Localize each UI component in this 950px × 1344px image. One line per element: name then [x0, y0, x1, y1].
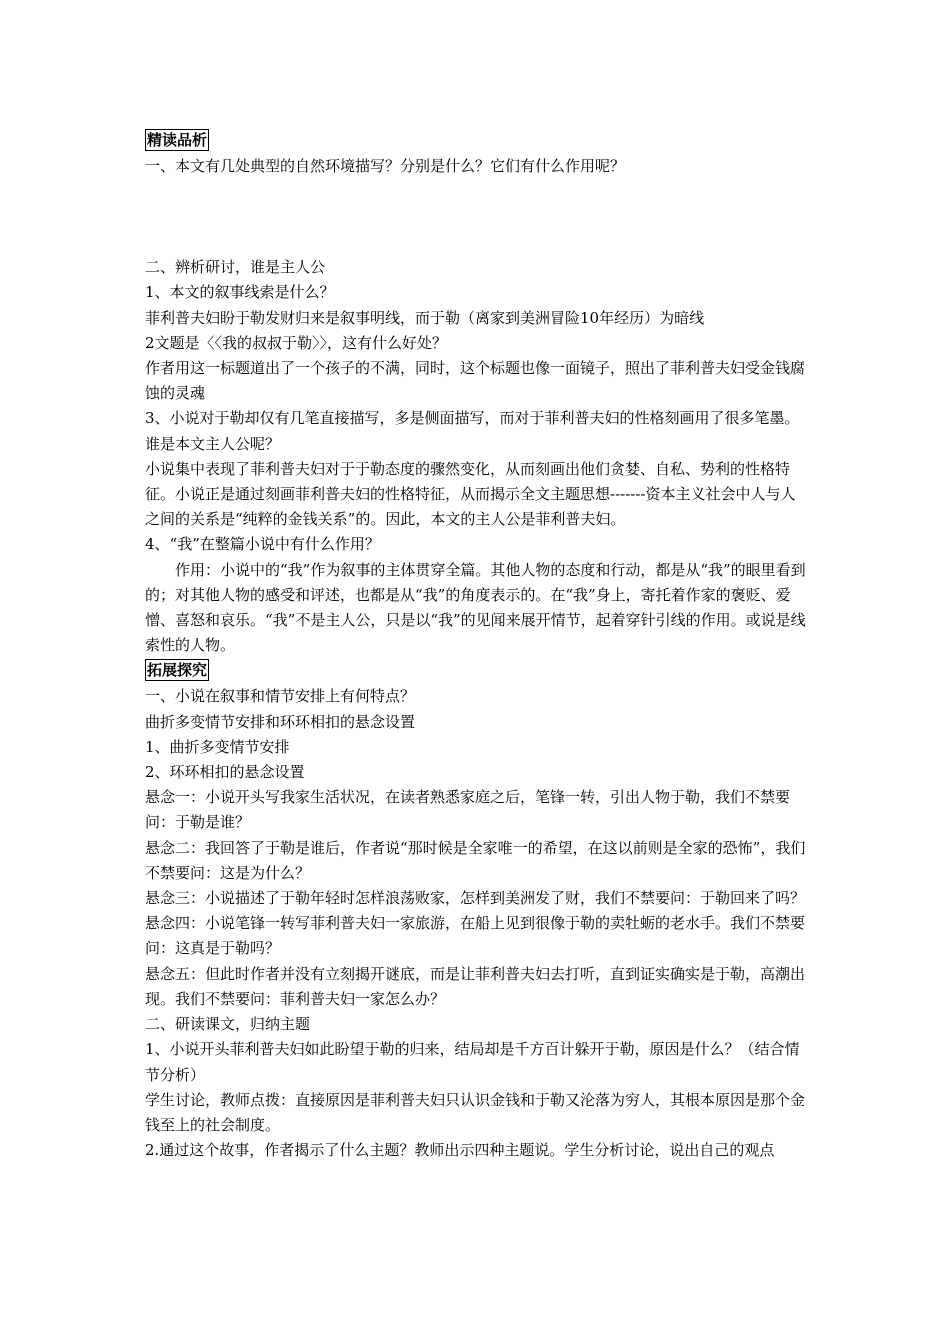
question-2: 二、辨析研讨，谁是主人公	[145, 258, 326, 277]
question-2-3: 3、小说对于勒却仅有几笔直接描写，多是侧面描写，而对于菲利普夫妇的性格刻画用了很多笔墨。谁是本文主人公呢？	[145, 409, 800, 453]
suspense-2: 悬念二：我回答了于勒是谁后，作者说“那时候是全家唯一的希望，在这以前则是全家的恐怖”，我们不禁要问：这是为什么？	[145, 838, 806, 882]
answer-2-3: 小说集中表现了菲利普夫妇对于于勒态度的骤然变化，从而刻画出他们贪婪、自私、势利的性格特征。小说正是通过刻画菲利普夫妇的性格特征，从而揭示全文主题思想-------资本主义社会中人与人之间的关系是“纯粹的金钱关系”的。因此，本文的主人公是菲利普夫妇。	[145, 459, 796, 529]
extension-question-2-2: 2.通过这个故事，作者揭示了什么主题？教师出示四种主题说。学生分析讨论，说出自己的观点	[145, 1141, 775, 1160]
extension-answer-1: 曲折多变情节安排和环环相扣的悬念设置	[145, 712, 416, 731]
answer-blank-space	[145, 179, 810, 255]
extension-question-2-1: 1、小说开头菲利普夫妇如此盼望于勒的归来，结局却是千方百计躲开于勒，原因是什么？（结合情节分析）	[145, 1040, 800, 1084]
extension-question-2: 二、研读课文，归纳主题	[145, 1015, 311, 1034]
extension-question-1: 一、小说在叙事和情节安排上有何特点？	[145, 687, 416, 706]
suspense-3: 悬念三：小说描述了于勒年轻时怎样浪荡败家，怎样到美洲发了财，我们不禁要问：于勒回来了吗？	[145, 889, 806, 908]
section-title-close-reading: 精读品析	[147, 131, 208, 149]
section-title-extension: 拓展探究	[147, 661, 208, 680]
answer-2-1: 菲利普夫妇盼于勒发财归来是叙事明线，而于勒（离家到美洲冒险10年经历）为暗线	[145, 308, 705, 327]
question-2-2: 2文题是〈〈我的叔叔于勒〉〉，这有什么好处？	[145, 333, 448, 352]
extension-answer-2-1: 学生讨论，教师点拨：直接原因是菲利普夫妇只认识金钱和于勒又沦落为穷人，其根本原因是那个金钱至上的社会制度。	[145, 1090, 806, 1134]
document-page	[145, 128, 810, 1163]
question-1: 一、本文有几处典型的自然环境描写？分别是什么？它们有什么作用呢？	[145, 157, 626, 175]
extension-point-2: 2、环环相扣的悬念设置	[145, 763, 305, 782]
suspense-1: 悬念一：小说开头写我家生活状况，在读者熟悉家庭之后，笔锋一转，引出人物于勒，我们不禁要问：于勒是谁？	[145, 788, 791, 832]
question-2-4: 4、“我”在整篇小说中有什么作用？	[145, 535, 380, 554]
question-2-1: 1、本文的叙事线索是什么？	[145, 283, 335, 302]
extension-point-1: 1、曲折多变情节安排	[145, 737, 290, 756]
suspense-4: 悬念四：小说笔锋一转写菲利普夫妇一家旅游，在船上见到很像于勒的卖牡蛎的老水手。我们不禁要问：这真是于勒吗？	[145, 914, 806, 958]
answer-2-4: 作用：小说中的“我”作为叙事的主体贯穿全篇。其他人物的态度和行动，都是从“我”的眼里看到的；对其他人物的感受和评述，也都是从“我”的角度表示的。在“我”身上，寄托着作家的褒贬、爱憎、喜怒和哀乐。“我”不是主人公，只是以“我”的见闻来展开情节，起着穿针引线的作用。或说是线索性的人物。	[145, 560, 806, 655]
answer-2-2: 作者用这一标题道出了一个孩子的不满，同时，这个标题也像一面镜子，照出了菲利普夫妇受金钱腐蚀的灵魂	[145, 359, 806, 403]
suspense-5: 悬念五：但此时作者并没有立刻揭开谜底，而是让菲利普夫妇去打听，直到证实确实是于勒，高潮出现。我们不禁要问：菲利普夫妇一家怎么办？	[145, 964, 806, 1008]
